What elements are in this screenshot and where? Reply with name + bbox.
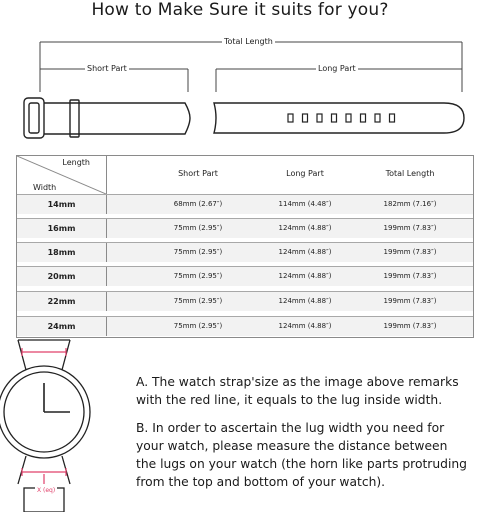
row-long: 124mm (4.88″): [278, 224, 332, 232]
row-width: 22mm: [17, 292, 107, 311]
header-short-part: Short Part: [178, 169, 218, 178]
row-total: 199mm (7.83″): [383, 224, 437, 232]
long-strap: [214, 103, 464, 133]
table-row: [17, 316, 473, 336]
row-total: 199mm (7.83″): [383, 272, 437, 280]
strap-hole: [317, 114, 322, 122]
row-total: 199mm (7.83″): [383, 322, 437, 330]
note-b-line-3: the lugs on your watch (the horn like parts protruding: [136, 457, 467, 471]
row-width: 14mm: [17, 195, 107, 214]
table-row: [17, 291, 473, 311]
header-total-length: Total Length: [385, 169, 435, 178]
note-b-line-1: B. In order to ascertain the lug width you need for: [136, 421, 445, 435]
strap-hole: [390, 114, 395, 122]
row-short: 75mm (2.95″): [173, 224, 223, 232]
row-width: 20mm: [17, 267, 107, 286]
note-b-line-4: from the top and bottom of your watch).: [136, 475, 386, 489]
row-width: 24mm: [17, 317, 107, 336]
row-total: 182mm (7.16″): [383, 200, 437, 208]
table-row: [17, 242, 473, 262]
row-long: 124mm (4.88″): [278, 297, 332, 305]
table-corner: [17, 156, 107, 194]
row-total: 199mm (7.83″): [383, 248, 437, 256]
header-long-part: Long Part: [286, 169, 324, 178]
strap-hole: [303, 114, 308, 122]
strap-hole: [332, 114, 337, 122]
row-short: 75mm (2.95″): [173, 322, 223, 330]
row-short: 75mm (2.95″): [173, 297, 223, 305]
table-row: [17, 266, 473, 286]
row-width: 16mm: [17, 219, 107, 238]
table-row: [17, 194, 473, 214]
strap-hole: [288, 114, 293, 122]
note-a-line-2: with the red line, it equals to the lug inside width.: [136, 393, 443, 407]
row-width: 18mm: [17, 243, 107, 262]
corner-length-label: Length: [62, 158, 90, 167]
page-title: How to Make Sure it suits for you?: [91, 0, 389, 20]
row-long: 114mm (4.48″): [278, 200, 332, 208]
table-header: [17, 156, 473, 194]
strap-hole: [375, 114, 380, 122]
row-long: 124mm (4.88″): [278, 272, 332, 280]
short-part-label: Short Part: [87, 64, 127, 73]
row-long: 124mm (4.88″): [278, 322, 332, 330]
row-total: 199mm (7.83″): [383, 297, 437, 305]
strap-hole: [361, 114, 366, 122]
row-short: 75mm (2.95″): [173, 248, 223, 256]
size-table: [16, 155, 474, 338]
corner-width-label: Width: [33, 183, 57, 192]
row-long: 124mm (4.88″): [278, 248, 332, 256]
row-short: 75mm (2.95″): [173, 272, 223, 280]
long-part-label: Long Part: [318, 64, 356, 73]
lug-width-label: X (eq): [37, 487, 56, 494]
note-b-line-2: your watch, please measure the distance between: [136, 439, 448, 453]
strap-holes: [288, 114, 395, 122]
table-row: [17, 218, 473, 238]
row-short: 68mm (2.67″): [173, 200, 223, 208]
note-a-line-1: A. The watch strap'size as the image above remarks: [136, 375, 459, 389]
short-strap: [24, 98, 190, 138]
total-length-label: Total Length: [224, 37, 273, 46]
strap-hole: [346, 114, 351, 122]
